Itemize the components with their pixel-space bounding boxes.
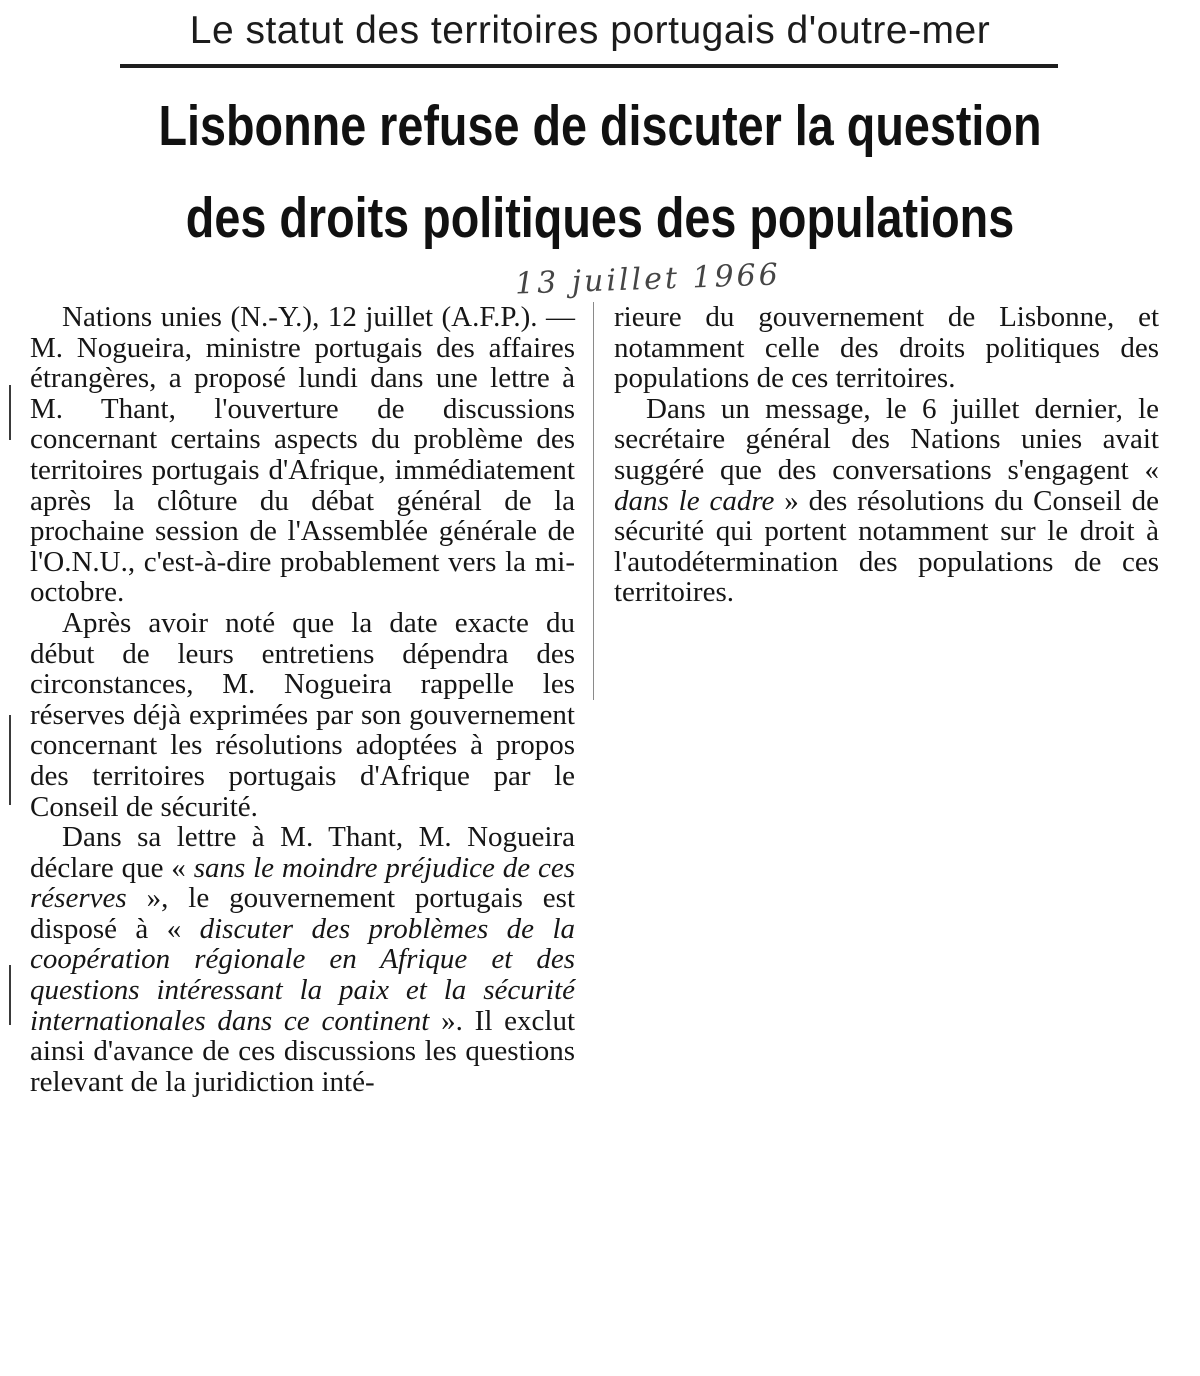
headline-line-1: Lisbonne refuse de discuter la question [158, 94, 1042, 158]
article-paragraph: Nations unies (N.-Y.), 12 juillet (A.F.P.). — M. Nogueira, ministre portugais des affaires étrangères, a proposé lundi dans une lettre à M. Thant, l'ouverture de discussions concernant certains aspects du problème des territoires portugais d'Afrique, immédiatement après la clôture du débat général de la prochaine session de l'Assemblée générale de l'O.N.U., c'est-à-dire probablement vers la mi-octobre. [30, 301, 575, 609]
column-divider [593, 302, 594, 700]
article-paragraph: rieure du gouvernement de Lisbonne, et notamment celle des droits politiques des populations de ces territoires. [614, 301, 1159, 395]
kicker-rule [120, 64, 1058, 68]
handwritten-date: 13 juillet 1966 [514, 257, 782, 302]
text-run: », le gouvernement portugais est disposé à « [30, 882, 575, 945]
text-run: ». Il exclut ainsi d'avance de ces discussions les questions relevant de la juridiction inté- [30, 1004, 576, 1098]
headline-line-2: des droits politiques des populations [185, 186, 1015, 250]
kicker-heading: Le statut des territoires portugais d'outre-mer [189, 9, 991, 52]
article-column-right [614, 302, 1159, 608]
article-paragraph: Après avoir noté que la date exacte du début de leurs entretiens dépendra des circonstances, M. Nogueira rappelle les réserves déjà exprimées par son gouvernement concernant les résolutions adoptées à propos des territoires portugais d'Afrique par le Conseil de sécurité. [30, 606, 575, 823]
quote-italic: dans le cadre [614, 484, 775, 517]
article-column-left [30, 302, 575, 1097]
text-run: Dans un message, le 6 juillet dernier, le secrétaire général des Nations unies avait suggéré que des conversations s'engagent « [614, 392, 1159, 486]
article-paragraph [614, 394, 1159, 608]
article-paragraph [30, 822, 575, 1097]
text-run: Dans sa lettre à M. Thant, M. Nogueira déclare que « [30, 821, 575, 884]
text-run: » des résolutions du Conseil de sécurité qui portent notamment sur le droit à l'autodétermination des populations de ces territoires. [614, 484, 1160, 609]
headline [124, 80, 1075, 264]
margin-mark-3 [9, 965, 11, 1025]
quote-italic: discuter des problèmes de la coopération régionale en Afrique et des questions intéressant la paix et la sécurité internationales dans ce continent [30, 912, 576, 1037]
margin-mark-1 [9, 385, 11, 440]
quote-italic: sans le moindre préjudice de ces réserves [30, 851, 576, 915]
margin-mark-2 [9, 715, 11, 805]
